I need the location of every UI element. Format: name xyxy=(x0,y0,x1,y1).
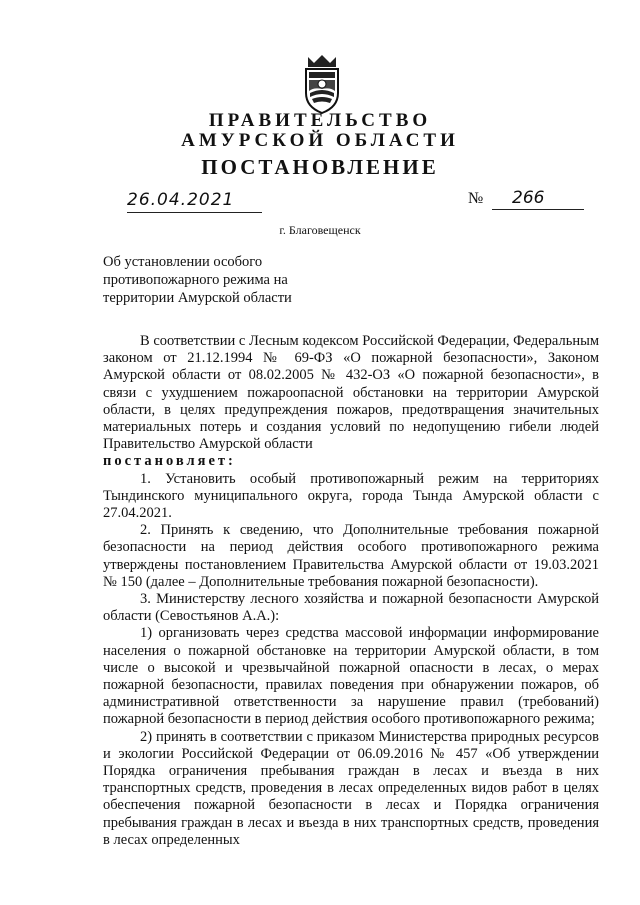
paragraph-3-item-2: 2) принять в соответствии с приказом Министерства природных ресурсов и экологии Российской Федерации от 06.09.2016 № 457 «Об утверждении Порядка ограничения пребывания граждан в лесах и въезда в них транспортных средств, проведения в лесах определенных видов работ в целях обеспечения пожарной безопасности в лесах и Порядка ограничения пребывания граждан в лесах и въезда в них транспортных средств, проведения в лесах определенных xyxy=(103,728,599,848)
preamble-paragraph: В соответствии с Лесным кодексом Российской Федерации, Федеральным законом от 21.12.1994 № 69-ФЗ «О пожарной безопасности», Законом Амурской области от 08.02.2005 № 432-ОЗ «О пожарной безопасности», в связи с ухудшением пожароопасной обстановки на территории Амурской области, в целях предупреждения пожаров, предотвращения значительных материальных потерь и создания условий по недопущению гибели людей Правительство Амурской области xyxy=(103,333,599,453)
document-date: 26.04.2021 xyxy=(127,190,262,213)
coat-of-arms-icon xyxy=(300,53,344,115)
organization-title-line1: ПРАВИТЕЛЬСТВО xyxy=(208,110,432,131)
subject-line1: Об установлении особого xyxy=(103,254,263,270)
paragraph-3-item-1: 1) организовать через средства массовой информации информирование населения о пожарной обстановке на территории Амурской области, в том числе о высокой и чрезвычайной пожарной опасности в лесах, о мерах пожарной безопасности, правилах поведения при обнаружении пожаров, об административной ответственности за нарушение правил (требований) пожарной безопасности в период действия особого противопожарного режима; xyxy=(103,625,599,728)
city-line: г. Благовещенск xyxy=(279,223,361,237)
document-number: 266 xyxy=(492,188,584,210)
document-body xyxy=(103,333,599,849)
paragraph-2: 2. Принять к сведению, что Дополнительные требования пожарной безопасности на период действия особого противопожарного режима утверждены постановлением Правительства Амурской области от 19.03.2021 № 150 (далее – Дополнительные требования пожарной безопасности). xyxy=(103,522,599,590)
decree-word: постановляет: xyxy=(103,453,236,470)
document-type-title: ПОСТАНОВЛЕНИЕ xyxy=(201,155,439,179)
organization-title-line2: АМУРСКОЙ ОБЛАСТИ xyxy=(181,130,459,151)
subject-line2: противопожарного режима на xyxy=(103,272,288,288)
paragraph-3: 3. Министерству лесного хозяйства и пожарной безопасности Амурской области (Севостьянов А.А.): xyxy=(103,591,599,625)
document-subject xyxy=(103,253,333,307)
paragraph-1: 1. Установить особый противопожарный режим на территориях Тындинского муниципального округа, города Тында Амурской области с 27.04.2021. xyxy=(103,470,599,522)
number-label: № xyxy=(468,190,484,207)
subject-line3: территории Амурской области xyxy=(103,290,292,306)
